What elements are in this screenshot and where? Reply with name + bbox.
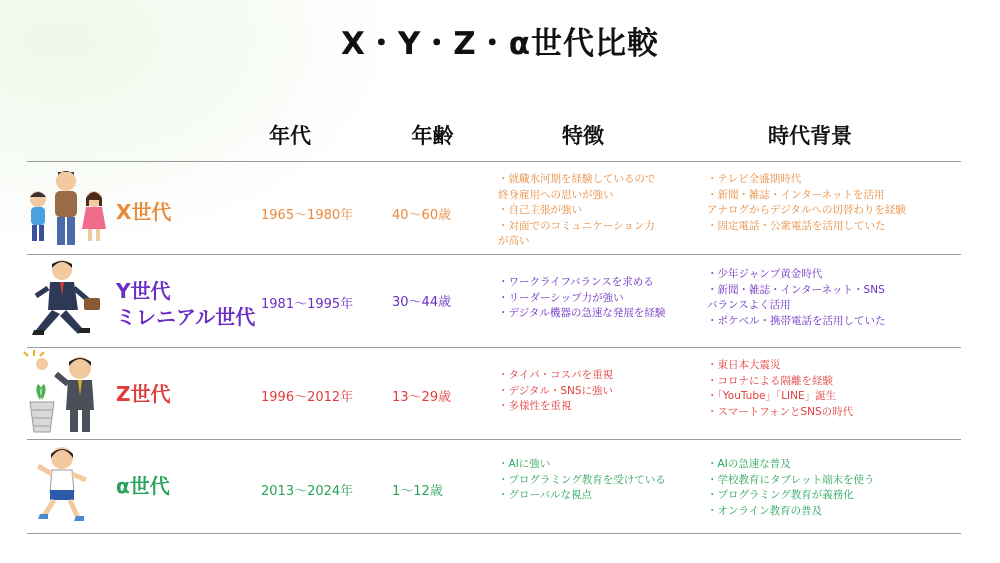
generation-alt-name: ミレニアル世代 <box>116 305 256 329</box>
trait-item: 終身雇用への思いが強い <box>498 188 614 201</box>
worker-plant-icon <box>22 350 110 434</box>
trait-item: が高い <box>498 235 530 247</box>
generation-name-line: Y世代 <box>116 279 171 303</box>
trait-item: ・自己主張が強い <box>498 204 582 216</box>
header-era: 年代 <box>269 124 311 148</box>
background-item: ・プログラミング教育が義務化 <box>707 489 854 501</box>
background-item: ・AIの急速な普及 <box>707 458 791 470</box>
header-background: 時代背景 <box>768 124 852 148</box>
generation-age: 1〜12歳 <box>392 484 443 499</box>
generation-years: 1996〜2012年 <box>261 390 354 405</box>
header-traits: 特徴 <box>562 124 604 148</box>
generation-age: 13〜29歳 <box>392 390 452 405</box>
generation-name: α世代 <box>116 474 170 498</box>
trait-item: ・グローバルな視点 <box>498 489 592 501</box>
running-child-icon <box>22 444 110 528</box>
generation-years: 1965〜1980年 <box>261 208 354 223</box>
background-item: ・オンライン教育の普及 <box>707 504 823 517</box>
trait-item: ・対面でのコミュニケーション力 <box>498 219 655 232</box>
generation-name <box>116 278 255 330</box>
header-age: 年齢 <box>411 124 454 148</box>
traits-list <box>498 275 665 322</box>
table-row-z <box>0 348 1000 439</box>
background-item: ・学校教育にタブレット端末を使う <box>707 473 875 486</box>
table-row-y <box>0 255 1000 347</box>
trait-item: ・多様性を重視 <box>498 400 572 412</box>
trait-item: ・ワークライフバランスを求める <box>498 276 654 288</box>
family-icon <box>22 167 110 251</box>
background-list <box>707 267 886 329</box>
traits-list <box>498 172 656 250</box>
background-item: ・ポケベル・携帯電話を活用していた <box>707 314 886 327</box>
trait-item: ・デジタル機器の急速な発展を経験 <box>498 307 666 319</box>
trait-item: ・リーダーシップ力が強い <box>498 291 624 304</box>
traits-list <box>498 368 613 415</box>
background-item: ・固定電話・公衆電話を活用していた <box>707 219 886 232</box>
background-item: ・少年ジャンプ黄金時代 <box>707 268 823 280</box>
generation-name: X世代 <box>116 200 172 224</box>
background-item: アナログからデジタルへの切替わりを経験 <box>707 204 906 216</box>
generation-name: Z世代 <box>116 382 171 406</box>
traits-list <box>498 457 666 504</box>
page-title: X・Y・Z・α世代比較 <box>340 26 660 62</box>
background-item: ・テレビ全盛期時代 <box>707 173 802 185</box>
background-item: ・コロナによる隔離を経験 <box>707 374 833 387</box>
background-item: ・新聞・雑誌・インターネット・SNS <box>707 283 885 296</box>
table-row-alpha <box>0 440 1000 533</box>
generation-age: 40〜60歳 <box>392 208 452 223</box>
businessman-icon <box>22 258 110 342</box>
background-list <box>707 172 906 234</box>
trait-item: ・就職氷河期を経験しているので <box>498 173 656 185</box>
background-list <box>707 457 874 519</box>
background-item: ・「YouTube」「LINE」誕生 <box>707 390 837 402</box>
trait-item: ・デジタル・SNSに強い <box>498 384 614 397</box>
generation-years: 2013〜2024年 <box>261 484 354 499</box>
trait-item: ・プログラミング教育を受けている <box>498 473 666 486</box>
background-item: ・東日本大震災 <box>707 359 781 371</box>
trait-item: ・タイパ・コスパを重視 <box>498 369 614 381</box>
generation-years: 1981〜1995年 <box>261 297 354 312</box>
row-divider <box>27 533 961 534</box>
background-list <box>707 358 853 420</box>
background-item: バランスよく活用 <box>707 299 791 311</box>
background-item: ・スマートフォンとSNSの時代 <box>707 405 854 418</box>
table-row-x <box>0 162 1000 254</box>
generation-age: 30〜44歳 <box>392 295 452 310</box>
trait-item: ・AIに強い <box>498 458 551 470</box>
background-item: ・新聞・雑誌・インターネットを活用 <box>707 188 885 201</box>
